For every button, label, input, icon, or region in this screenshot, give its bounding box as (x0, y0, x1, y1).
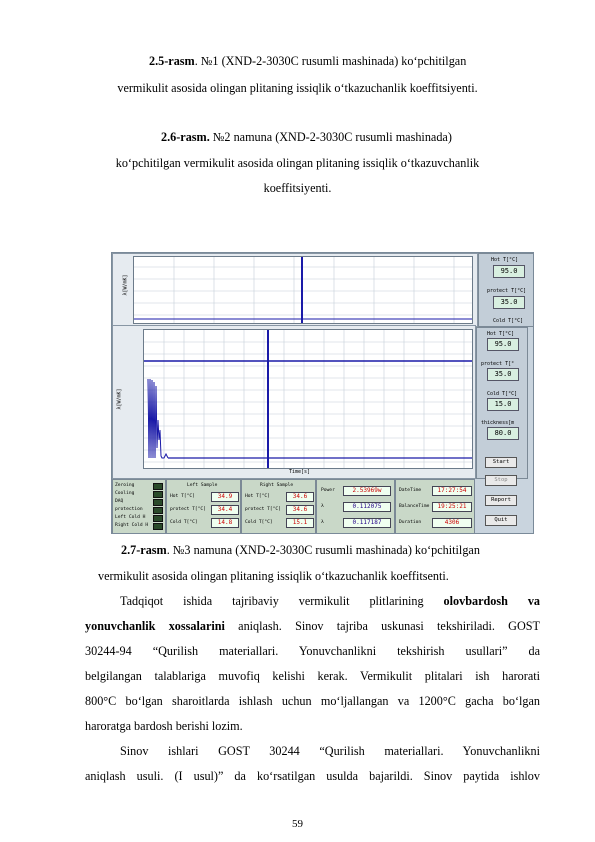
right-cold-label: Cold T[°C] (245, 520, 273, 525)
right-sample-panel (241, 479, 316, 534)
back-plot-grid (134, 257, 472, 323)
side-hot-value[interactable]: 95.0 (487, 338, 519, 351)
caption-2-6-line3: koeffitsiyenti. (263, 181, 332, 195)
side-cold-label: Cold T[°C] (487, 391, 518, 397)
datetime-label: DateTime (399, 488, 422, 493)
left-cold-label: Cold T[°C] (170, 520, 198, 525)
power-label: Power (321, 488, 335, 493)
paragraph-1-line1-bold: olovbardosh va (443, 594, 541, 608)
front-window (112, 325, 476, 479)
led-left-cold (153, 515, 163, 522)
status-protection: protection (115, 507, 143, 512)
duration-value: 4306 (432, 518, 472, 528)
paragraph-1-line4: belgilangan talablariga muvofiq kelishi kerak. Vermikulit plitalari ish harorati (85, 669, 540, 683)
status-panel (112, 479, 166, 534)
paragraph-1-line2-bold: yonuvchanlik xossalarini (85, 619, 225, 633)
left-cold-value: 14.8 (211, 518, 239, 528)
caption-2-7-text: . №3 namuna (XND-2-3030C rusumli mashinada) ko‘pchitilgan (166, 543, 480, 557)
caption-2-7-label: 2.7-rasm (121, 543, 167, 557)
lambda-trace (148, 379, 168, 458)
caption-2-6-line2: ko‘pchitilgan vermikulit asosida olingan plitaning issiqlik o‘tkazuvchanlik (115, 156, 480, 170)
stop-button[interactable]: Stop (485, 475, 517, 486)
report-button[interactable]: Report (485, 495, 517, 506)
back-window (112, 253, 478, 327)
measurement-screenshot (111, 252, 534, 534)
duration-label: Duration (399, 520, 422, 525)
front-axis-label: λ[W/mK] (116, 388, 123, 410)
paragraph-1-line3: 30244-94 “Qurilish materiallari. Yonuvchanlikni tekshirish usullari” da (85, 644, 540, 658)
balancetime-label: BalanceTime (399, 504, 430, 509)
left-protect-label: protect T[°C] (170, 507, 206, 512)
time-panel (395, 479, 475, 534)
paragraph-1-line2-text: aniqlash. Sinov tajriba uskunasi tekshiriladi. GOST (224, 619, 540, 633)
side-thickness-label: thickness[m (481, 420, 515, 426)
status-right-cold: Right Cold H (115, 523, 149, 528)
status-left-cold: Left Cold H (115, 515, 146, 520)
side-protect-label: protect T[° (481, 361, 515, 367)
right-hot-value: 34.6 (286, 492, 314, 502)
back-side-panel (478, 253, 534, 327)
back-hot-label: Hot T[°C] (491, 257, 519, 263)
back-protect-value[interactable]: 35.0 (493, 296, 525, 309)
caption-2-6 (161, 130, 452, 144)
left-sample-title: Left Sample (187, 483, 218, 488)
balancetime-value: 19:25:21 (432, 502, 472, 512)
back-hot-value[interactable]: 95.0 (493, 265, 525, 278)
paragraph-2-line1: Sinov ishlari GOST 30244 “Qurilish materiallari. Yonuvchanlikni (120, 744, 540, 758)
right-protect-label: protect T[°C] (245, 507, 281, 512)
lambda1-label: λ (321, 504, 324, 509)
front-chart (144, 330, 472, 468)
caption-2-7-line2: vermikulit asosida olingan plitaning issiqlik o‘tkazuchanlik koeffitsenti. (98, 569, 449, 583)
caption-2-6-text: №2 namuna (XND-2-3030C rusumli mashinada) (209, 130, 452, 144)
lambda1-value: 0.112075 (343, 502, 391, 512)
caption-2-6-label: 2.6-rasm. (161, 130, 210, 144)
back-plot (133, 256, 473, 324)
lambda2-value: 0.117187 (343, 518, 391, 528)
caption-2-5-line2: vermikulit asosida olingan plitaning issiqlik o‘tkazuchanlik koeffitsiyenti. (117, 81, 478, 95)
quit-button[interactable]: Quit (485, 515, 517, 526)
led-right-cold (153, 523, 163, 530)
led-zeroing (153, 483, 163, 490)
paragraph-1-line1-text: Tadqiqot ishida tajribaviy vermikulit plitlarining (120, 594, 424, 608)
right-sample-title: Right Sample (260, 483, 294, 488)
left-hot-label: Hot T[°C] (170, 494, 195, 499)
back-axis-label: λ[W/mK] (122, 274, 129, 296)
led-daq (153, 499, 163, 506)
left-protect-value: 34.4 (211, 505, 239, 515)
page-number: 59 (292, 818, 303, 830)
left-hot-value: 34.9 (211, 492, 239, 502)
front-plot (143, 329, 473, 469)
status-daq: DAQ (115, 499, 124, 504)
right-protect-value: 34.6 (286, 505, 314, 515)
readout-panel (316, 479, 395, 534)
right-hot-label: Hot T[°C] (245, 494, 270, 499)
back-cold-label: Cold T[°C] (493, 318, 524, 324)
start-button[interactable]: Start (485, 457, 517, 468)
led-cooling (153, 491, 163, 498)
caption-2-5 (149, 54, 466, 68)
side-thickness-value[interactable]: 80.0 (487, 427, 519, 440)
caption-2-5-label: 2.5-rasm (149, 54, 195, 68)
front-x-title: Time[s] (289, 469, 311, 475)
datetime-value: 17:27:54 (432, 486, 472, 496)
side-hot-label: Hot T[°C] (487, 331, 515, 337)
side-cold-value[interactable]: 15.0 (487, 398, 519, 411)
led-protection (153, 507, 163, 514)
side-protect-value[interactable]: 35.0 (487, 368, 519, 381)
right-cold-value: 15.1 (286, 518, 314, 528)
caption-2-5-text: . №1 (XND-2-3030C rusumli mashinada) ko‘pchitilgan (194, 54, 467, 68)
power-value: 2.53969w (343, 486, 391, 496)
paragraph-1-line5: 800°C bo‘lgan sharoitlarda ishlash uchun mo‘ljallangan va 1200°C gacha bo‘lgan (85, 694, 540, 708)
paragraph-1-line6: haroratga bardosh berishi lozim. (85, 719, 243, 733)
paragraph-2-line2: aniqlash usuli. (I usul)” da ko‘rsatilgan usulda bajarildi. Sinov paytida ishlov (85, 769, 540, 783)
caption-2-7 (121, 543, 480, 557)
back-protect-label: protect T[°C] (487, 288, 527, 294)
status-cooling: Cooling (115, 491, 135, 496)
lambda2-label: λ (321, 520, 324, 525)
paragraph-1-line2 (85, 619, 540, 633)
status-zeroing: Zeroing (115, 483, 135, 488)
left-sample-panel (166, 479, 241, 534)
paragraph-1-line1 (120, 594, 540, 608)
